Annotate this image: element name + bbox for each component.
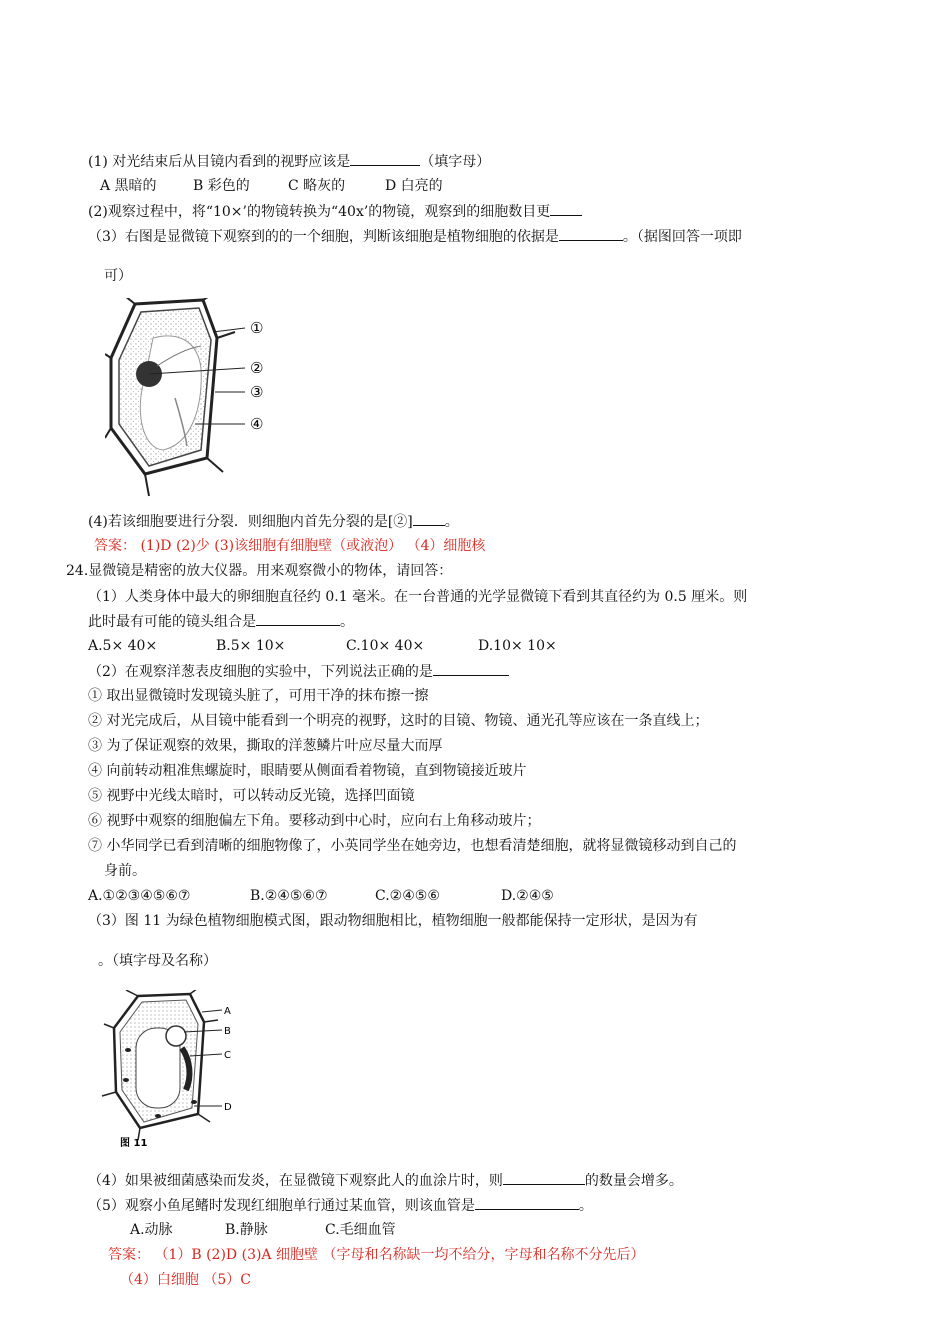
answer-blank[interactable] bbox=[503, 1170, 585, 1185]
q24-item-4: ④ 向前转动粗准焦螺旋时，眼睛要从侧面看着物镜，直到物镜接近玻片 bbox=[88, 763, 527, 779]
option-b: B.②④⑤⑥⑦ bbox=[250, 888, 328, 904]
q23-p4-text: (4)若该细胞要进行分裂．则细胞内首先分裂的是[②] bbox=[88, 514, 413, 530]
q24-item-3: ③ 为了保证观察的效果，撕取的洋葱鳞片叶应尽量大而厚 bbox=[88, 738, 443, 754]
q23-p2-text: (2)观察过程中，将“10×’的物镜转换为“40x’的物镜，观察到的细胞数目更 bbox=[88, 204, 551, 220]
answer-blank[interactable] bbox=[350, 151, 420, 166]
option-c: C.10× 40× bbox=[346, 638, 425, 654]
option-a: A.5× 40× bbox=[88, 638, 158, 654]
q24-p2-options bbox=[88, 886, 554, 906]
label-a: A bbox=[224, 1006, 231, 1017]
q23-p3-tail: 。（据图回答一项即 bbox=[622, 229, 742, 245]
q23-p3 bbox=[88, 226, 742, 247]
q24-item-5: ⑤ 视野中光线太暗时，可以转动反光镜，选择凹面镜 bbox=[88, 788, 415, 804]
plant-cell-figure bbox=[105, 298, 285, 498]
q24-p1a: （1）人类身体中最大的卵细胞直径约 0.1 毫米。在一台普通的光学显微镜下看到其直径约为 0.5 厘米。则 bbox=[88, 589, 748, 605]
q23-p1-options bbox=[100, 176, 443, 196]
q23-answer: 答案： (1)D (2)少 (3)该细胞有细胞壁（或液泡） （4）细胞核 bbox=[94, 538, 486, 554]
q24-intro: 24.显微镜是精密的放大仪器。用来观察微小的物体，请回答： bbox=[66, 563, 453, 579]
q24-p1b-text: 此时最有可能的镜头组合是 bbox=[88, 614, 256, 630]
q23-p1 bbox=[88, 151, 490, 172]
label-d: D bbox=[224, 1102, 232, 1113]
option-a: A 黑暗的 bbox=[100, 178, 157, 194]
answer-blank[interactable] bbox=[559, 226, 623, 241]
q24-p3b: 。（填字母及名称） bbox=[98, 953, 217, 969]
q24-p5-text: （5）观察小鱼尾鳍时发现红细胞单行通过某血管，则该血管是 bbox=[88, 1198, 475, 1214]
option-b: B.静脉 bbox=[225, 1222, 268, 1238]
option-d: D.10× 10× bbox=[478, 638, 557, 654]
q23-p2 bbox=[88, 201, 582, 222]
answer-blank[interactable] bbox=[550, 201, 582, 216]
q24-p4-tail: 的数量会增多。 bbox=[584, 1173, 683, 1189]
figure-caption: 图 11 bbox=[120, 1138, 148, 1149]
q24-p5-options bbox=[130, 1220, 396, 1240]
option-d: D 白亮的 bbox=[385, 178, 443, 194]
q24-p5 bbox=[88, 1195, 593, 1216]
q24-item-6: ⑥ 视野中观察的细胞偏左下角。要移动到中心时，应向右上角移动玻片； bbox=[88, 813, 541, 829]
label-3: ③ bbox=[250, 383, 264, 401]
q24-p2 bbox=[88, 661, 509, 682]
option-c: C 略灰的 bbox=[288, 178, 346, 194]
q24-p3a: （3）图 11 为绿色植物细胞模式图，跟动物细胞相比，植物细胞一般都能保持一定形状，是因为有 bbox=[88, 913, 698, 929]
q23-p3-text: （3）右图是显微镜下观察到的的一个细胞，判断该细胞是植物细胞的依据是 bbox=[88, 229, 559, 245]
option-c: C.②④⑤⑥ bbox=[375, 888, 440, 904]
q24-p2-text: （2）在观察洋葱表皮细胞的实验中，下列说法正确的是 bbox=[88, 664, 433, 680]
label-4: ④ bbox=[250, 415, 264, 433]
q24-item-7-cont: 身前。 bbox=[104, 863, 146, 879]
q23-p1-tail: （填字母） bbox=[420, 154, 491, 170]
q24-answer-2: （4）白细胞 （5）C bbox=[120, 1272, 251, 1288]
label-2: ② bbox=[250, 359, 264, 377]
q24-p5-tail: 。 bbox=[578, 1198, 593, 1214]
q24-p4-text: （4）如果被细菌感染而发炎，在显微镜下观察此人的血涂片时，则 bbox=[88, 1173, 503, 1189]
q24-item-7: ⑦ 小华同学已看到清晰的细胞物像了，小英同学坐在她旁边，也想看清楚细胞，就将显微镜移动到自己的 bbox=[88, 838, 737, 854]
q24-p1b bbox=[88, 611, 354, 632]
answer-blank[interactable] bbox=[256, 611, 340, 626]
q23-p4 bbox=[88, 511, 459, 532]
option-d: D.②④⑤ bbox=[501, 888, 554, 904]
answer-blank[interactable] bbox=[433, 661, 509, 676]
option-b: B.5× 10× bbox=[216, 638, 286, 654]
option-a: A.动脉 bbox=[130, 1222, 173, 1238]
q24-answer-1: 答案： （1）B (2)D (3)A 细胞壁 （字母和名称缺一均不给分，字母和名称不分先后） bbox=[108, 1247, 645, 1263]
label-1: ① bbox=[250, 319, 264, 337]
answer-blank[interactable] bbox=[475, 1195, 579, 1210]
q23-p3-cont: 可） bbox=[104, 268, 132, 284]
answer-blank[interactable] bbox=[413, 511, 445, 526]
q24-item-2: ② 对光完成后，从目镜中能看到一个明亮的视野，这时的目镜、物镜、通光孔等应该在一条直线上； bbox=[88, 713, 709, 729]
nucleus bbox=[166, 1026, 186, 1046]
q24-item-1: ① 取出显微镜时发现镜头脏了，可用干净的抹布擦一擦 bbox=[88, 688, 429, 704]
label-c: C bbox=[224, 1050, 231, 1061]
q23-p1-text: (1) 对光结束后从目镜内看到的视野应该是 bbox=[88, 154, 351, 170]
q24-p4 bbox=[88, 1170, 683, 1191]
q23-p4-tail: 。 bbox=[444, 514, 459, 530]
q24-p1-options bbox=[88, 636, 557, 656]
option-b: B 彩色的 bbox=[193, 178, 250, 194]
q24-p1b-tail: 。 bbox=[340, 614, 354, 630]
figure-11 bbox=[98, 990, 248, 1150]
option-c: C.毛细血管 bbox=[325, 1222, 396, 1238]
option-a: A.①②③④⑤⑥⑦ bbox=[88, 888, 191, 904]
label-b: B bbox=[224, 1026, 231, 1037]
